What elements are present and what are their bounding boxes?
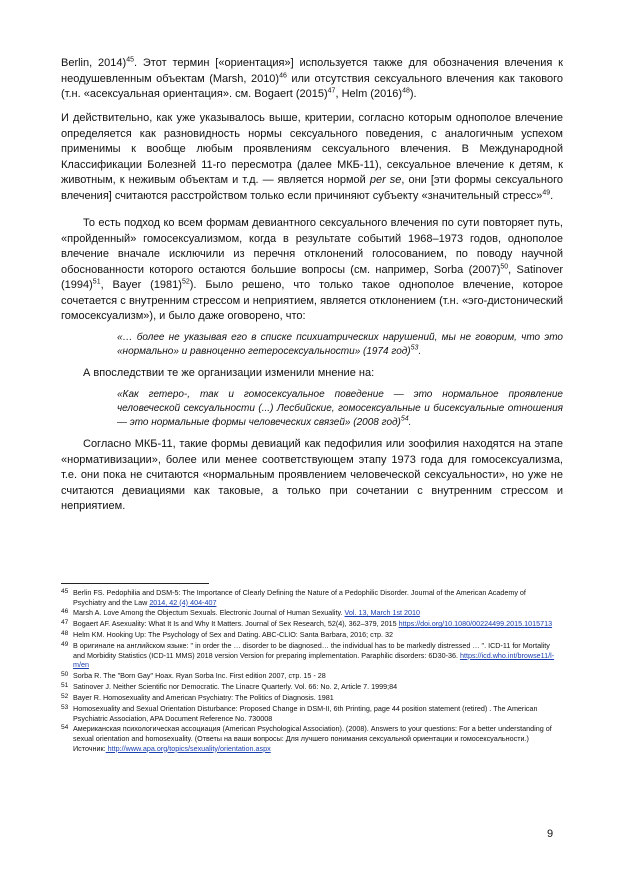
- paragraph-2: [61, 111, 563, 204]
- footnote-text: Berlin FS. Pedophilia and DSM-5: The Importance of Clearly Defining the Nature of a Pedophilic Disorder. Journal of the American Academy of Psychiatry and the Law: [73, 588, 526, 607]
- quote1-text: «… более не указывая его в списке психиатрических нарушений, мы не говорим, что это «нормально» и равноценно гетеросексуальности» (1974 год): [117, 332, 563, 357]
- footnote-number: 51: [61, 682, 69, 690]
- footnote-item: [61, 619, 561, 629]
- footnote-item: [61, 693, 561, 703]
- footnote-item: [61, 671, 561, 681]
- footnote-link[interactable]: http://www.apa.org/topics/sexuality/orientation.aspx: [105, 743, 271, 753]
- footnote-text: Satinover J. Neither Scientific nor Democratic. The Linacre Quarterly. Vol. 66: No. 2, Article 7. 1999;84: [73, 682, 398, 692]
- footnotes-list: [61, 588, 561, 754]
- p1-text-a: Berlin, 2014): [61, 57, 127, 69]
- footnote-text-block: [73, 704, 561, 723]
- p1-text-c: или отсутствия сексуального влечения как такового (т.н. «асексуальная ориентация». см. Bogaert (2015): [61, 72, 563, 100]
- footnote-item: [61, 704, 561, 723]
- footnote-number: 48: [61, 630, 69, 638]
- footnote-link[interactable]: 2014, 42 (4) 404-407: [149, 597, 217, 607]
- p1-text-d: , Helm (2016): [335, 88, 403, 100]
- footnote-text-block: [73, 630, 561, 640]
- footnote-text: Bogaert AF. Asexuality: What It Is and Why It Matters. Journal of Sex Research, 52(4), 362–379, 2015: [73, 619, 399, 629]
- footnote-ref-54[interactable]: 54: [400, 415, 409, 423]
- footnote-text: Sorba R. The "Born Gay" Hoax. Ryan Sorba Inc. First edition 2007, стр. 15 - 28: [73, 671, 326, 681]
- footnote-text-block: [73, 588, 561, 607]
- p2-text-b: , они [эти формы сексуального влечения] считаются расстройством только если причиняют субъекту «значительный стресс»: [61, 174, 563, 202]
- footnote-link[interactable]: https://doi.org/10.1080/00224499.2015.1015713: [398, 619, 553, 629]
- footnote-number: 54: [61, 724, 69, 732]
- footnote-ref-50[interactable]: 50: [500, 262, 509, 270]
- footnote-text-block: [73, 671, 561, 681]
- footnote-text: Американская психологическая ассоциация (American Psychological Association). (2008). Answers to your questions: For a better understanding of sexual orientation and homosexuality. (Ответы на ваши вопросы: Для лучшего понимания сексуальной ориентации и гомосексуальности.) Источник:: [73, 724, 552, 753]
- footnote-ref-49[interactable]: 49: [542, 188, 551, 196]
- footnote-text: Homosexuality and Sexual Orientation Disturbance: Proposed Change in DSM-II, 6th Printing, page 44 position statement (retired) . The American Psychiatric Association, APA Document Reference No. 730008: [73, 703, 538, 723]
- footnote-text: Helm KM. Hooking Up: The Psychology of Sex and Dating. ABC-CLIO: Santa Barbara, 2016; стр. 32: [73, 630, 393, 640]
- footnote-text-block: [73, 682, 561, 692]
- footnote-ref-45[interactable]: 45: [126, 56, 134, 64]
- footnote-ref-51[interactable]: 51: [92, 278, 101, 286]
- quote2-text: «Как гетеро-, так и гомосексуальное поведение — это нормальное проявление человеческой сексуальности (...) Лесбийские, гомосексуальные и бисексуальные отношения — это нормальные формы человеческих связей» (2008 год): [117, 389, 563, 428]
- footnote-text: В оригинале на английском языке: " in order the … disorder to be diagnosed… the individual has to be markedly distressed … ". ICD-11 for Mortality and Morbidity Statistics (ICD-11 MMS) 2018 version Version for preparing implementation. Paraphilic disorders: 6D30-36.: [73, 641, 550, 660]
- footnote-text: Bayer R. Homosexuality and American Psychiatry: The Politics of Diagnosis. 1981: [73, 693, 334, 703]
- quote2-end: .: [408, 417, 412, 428]
- p4-text: А впоследствии те же организации изменили мнение на:: [83, 367, 375, 379]
- footnote-text: Marsh A. Love Among the Objectum Sexuals. Electronic Journal of Human Sexuality.: [73, 608, 345, 618]
- footnote-link[interactable]: https://icd.who.int/browse11/l-m/en: [73, 650, 555, 670]
- p2-text-c: .: [550, 189, 554, 202]
- footnote-text-block: [73, 641, 561, 670]
- footnote-item: [61, 682, 561, 692]
- footnote-number: 46: [61, 608, 69, 616]
- p2-italic: per se: [369, 174, 402, 186]
- footnote-ref-48[interactable]: 48: [402, 87, 410, 95]
- footnote-text-block: [73, 724, 561, 753]
- footnote-ref-52[interactable]: 52: [181, 278, 190, 286]
- footnote-ref-46[interactable]: 46: [279, 71, 287, 79]
- footnote-text-block: [73, 693, 561, 703]
- footnote-number: 50: [61, 671, 69, 679]
- footnote-number: 47: [61, 619, 69, 627]
- footnote-number: 45: [61, 588, 69, 595]
- paragraph-5: [61, 437, 563, 515]
- footnote-item: [61, 724, 561, 753]
- footnote-ref-53[interactable]: 53: [410, 344, 419, 352]
- quote-1974: [117, 331, 563, 359]
- quote1-end: .: [418, 346, 422, 357]
- footnote-separator: [61, 583, 209, 584]
- p3-text-c: , Bayer (1981): [100, 279, 182, 291]
- p5-text: Согласно МКБ-11, такие формы девиаций как педофилия или зоофилия находятся на этапе «нормативизации», более или менее соответствующем этапу 1973 года для гомосексуализма, т.е. они пока не считаются «нормальным проявлением человеческой сексуальности», но уже не считаются девиациями как таковые, а только при сочетании с внутренним стрессом и неприятием.: [61, 438, 563, 512]
- p1-text-e: ).: [409, 88, 417, 100]
- footnote-number: 49: [61, 641, 69, 649]
- p3-text-d: ). Было решено, что только такое однополое влечение, которое сочетается с внутренним стрессом и неприятием, является отклонением (т.н. «эго-дистонический гомосексуализм»), и было даже оговорено, что:: [61, 279, 564, 322]
- footnote-link[interactable]: Vol. 13, March 1st 2010: [344, 608, 421, 618]
- footnote-number: 52: [61, 693, 69, 701]
- footnote-number: 53: [61, 703, 69, 711]
- paragraph-4: [61, 366, 563, 382]
- footnote-item: [61, 641, 561, 670]
- p3-text-b: , Satinover (1994): [61, 263, 563, 291]
- footnote-text-block: [73, 619, 561, 629]
- page-number: 9: [547, 828, 554, 840]
- p3-text-a: То есть подход ко всем формам девиантного сексуального влечения по сути повторяет путь, «пройденный» гомосексуализмом, когда в результате событий 1968–1973 годов, однополое влечение вначале исключили из перечня отклонений голосованием, по поводу научной обоснованности которого остаются большие вопросы (см. например, Sorba (2007): [61, 217, 563, 276]
- footnote-text-block: [73, 608, 561, 618]
- quote-2008: [117, 388, 563, 430]
- paragraph-3: [61, 216, 563, 325]
- p2-text-a: И действительно, как уже указывалось выше, критерии, согласно которым однополое влечение определяется как разновидность нормы сексуального поведения, с аналогичным успехом применимы к вообще любым проявлениям сексуального влечения. В Международной Классификации Болезней 11-го пересмотра (далее МКБ-11), сексуальное влечение к детям, к животным, к неживым объектам и т.д. — является нормой: [61, 112, 563, 186]
- footnote-item: [61, 608, 561, 618]
- paragraph-1: [61, 56, 563, 103]
- p1-text-b: . Этот термин [«ориентация»] используется также для обозначения влечения к неодушевленным объектам (Marsh, 2010): [61, 57, 563, 85]
- footnote-item: [61, 588, 561, 607]
- footnote-item: [61, 630, 561, 640]
- footnote-ref-47[interactable]: 47: [327, 87, 336, 95]
